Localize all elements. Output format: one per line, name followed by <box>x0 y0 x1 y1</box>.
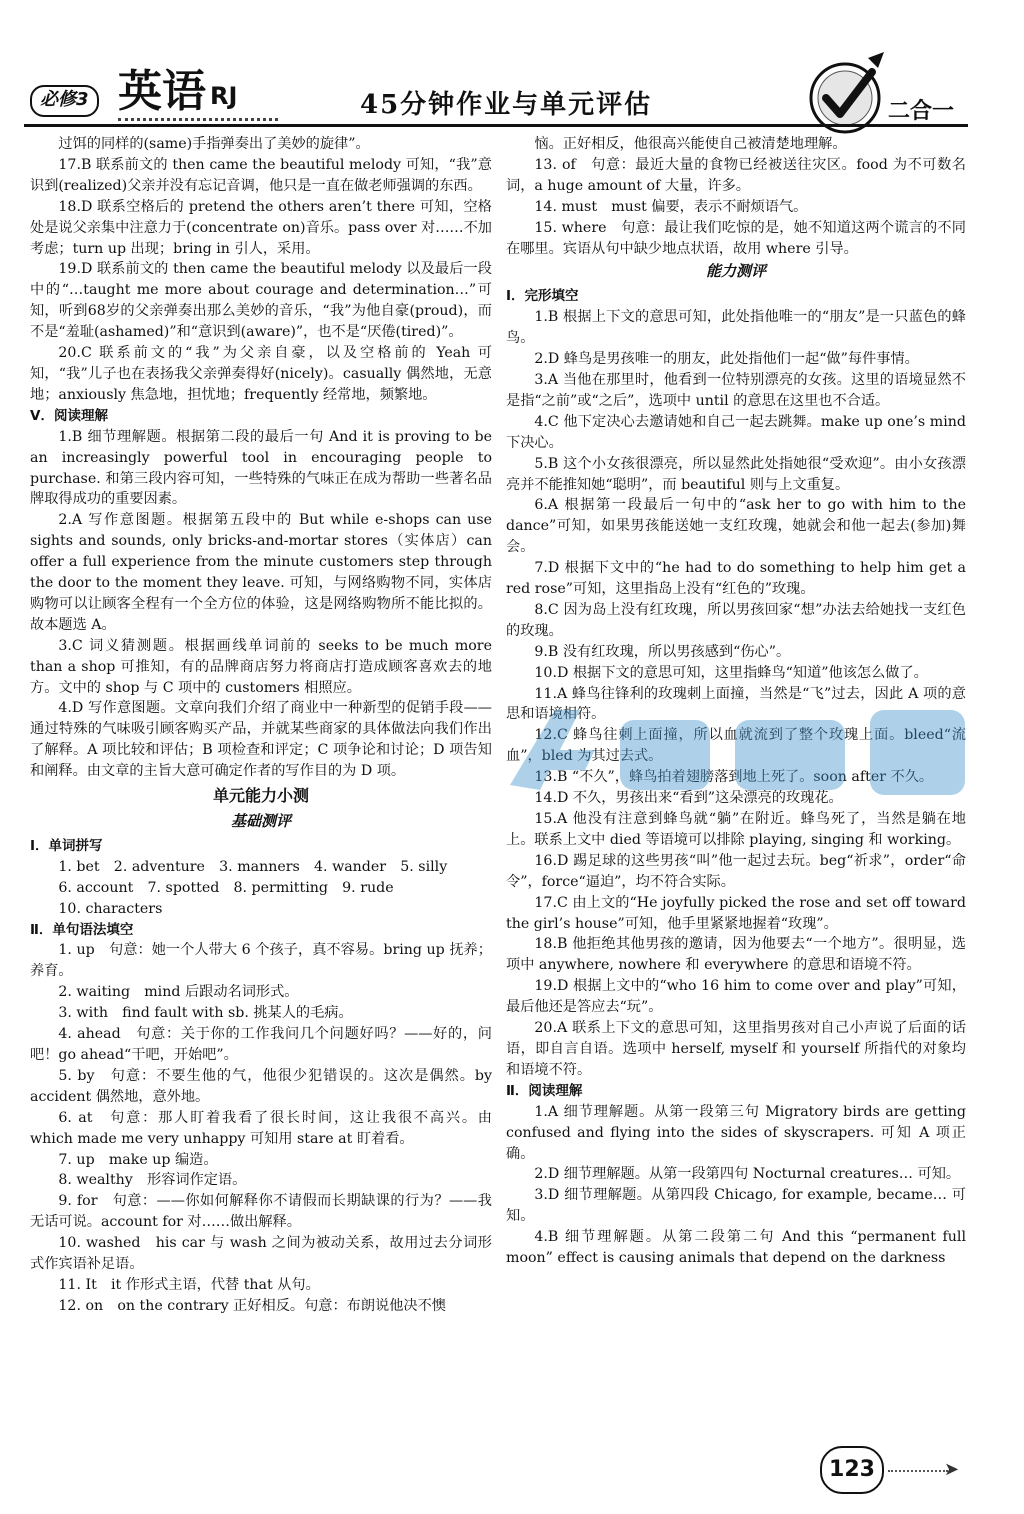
left-paragraph: 6. account 7. spotted 8. permitting 9. rude <box>58 879 394 896</box>
right-paragraph: 2.D 细节理解题。从第一段第四句 Nocturnal creatures… 可知。 <box>534 1166 961 1183</box>
right-paragraph: 3.D 细节理解题。从第四段 Chicago, for example, became… 可知。 <box>506 1187 966 1225</box>
page-header <box>0 0 1024 130</box>
right-paragraph: 9.B 没有红玫瑰，所以男孩感到“伤心”。 <box>534 643 791 660</box>
left-paragraph: 2. waiting mind 后跟动名词形式。 <box>58 984 299 1001</box>
left-paragraph: 2.A 写作意图题。根据第五段中的 But while e-shops can use sights and sounds, only bricks-and-mortar stores（实体店）can offer a full experience from the minute customers step through the door to the moment they leave. 可知，与网络购物不同，实体店购物可以让顾客全程有一个全方位的体验，这是网络购物所不能比拟的。故本题选 A。 <box>30 512 492 633</box>
right-heading: Ⅱ．阅读理解 <box>506 1082 583 1099</box>
book-title: 45分钟作业与单元评估 <box>360 90 653 120</box>
left-paragraph: 20.C 联系前文的“我”为父亲自豪，以及空格前的 Yeah 可知，“我”儿子也在表扬我父亲弹奏得好(nicely)。casually 偶然地，无意地；anxiously 焦急地，担忧地；frequently 经常地，频繁地。 <box>30 345 492 403</box>
left-paragraph: 9. for 句意：——你如何解释你不请假而长期缺课的行为？——我无话可说。account for 对……做出解释。 <box>30 1193 492 1231</box>
right-paragraph: 18.B 他拒绝其他男孩的邀请，因为他要去“一个地方”。很明显，选项中 anywhere, nowhere 和 everywhere 的意思和语境不符。 <box>506 936 966 974</box>
left-paragraph: 4.D 写作意图题。文章向我们介绍了商业中一种新型的促销手段——通过特殊的气味吸引顾客购买产品，并就某些商家的具体做法向我们作出了解释。A 项比较和评估；B 项检查和评定；C 项争论和讨论；D 项告知和阐释。由文章的主旨大意可确定作者的写作目的为 D 项。 <box>30 700 492 780</box>
right-paragraph: 3.A 当他在那里时，他看到一位特别漂亮的女孩。这里的语境显然不是指“之前”或“之后”，选项中 until 的意思在这里也不合适。 <box>506 371 966 409</box>
subject-title: 英语 <box>118 66 206 117</box>
right-column <box>506 134 966 1269</box>
left-paragraph: 10. washed his car 与 wash 之间为被动关系，故用过去分词形式作宾语补足语。 <box>30 1235 492 1273</box>
right-paragraph: 5.B 这个小女孩很漂亮，所以显然此处指她很“受欢迎”。由小女孩漂亮并不能推知她“聪明”，而 beautiful 则与上文重复。 <box>506 455 966 493</box>
volume-badge: 必修3 <box>30 85 99 117</box>
right-heading: 能力测评 <box>705 262 766 281</box>
left-paragraph: 3. with find fault with sb. 挑某人的毛病。 <box>58 1005 353 1022</box>
two-in-one-label: 二合一 <box>888 98 955 124</box>
right-paragraph: 4.C 他下定决心去邀请她和自己一起去跳舞。make up one’s mind 下决心。 <box>506 413 966 451</box>
right-paragraph: 6.A 根据第一段最后一句中的“ask her to go with him to the dance”可知，如果男孩能送她一支红玫瑰，她就会和他一起去(参加)舞会。 <box>506 497 966 556</box>
left-paragraph: 11. It it 作形式主语，代替 that 从句。 <box>58 1276 320 1293</box>
left-paragraph: 17.B 联系前文的 then came the beautiful melody 可知，“我”意识到(realized)父亲并没有忘记音调，他只是一直在做老师强调的东西。 <box>30 156 492 194</box>
left-paragraph: 1. bet 2. adventure 3. manners 4. wander 5. silly <box>58 858 448 875</box>
left-paragraph: 19.D 联系前文的 then came the beautiful melody 以及最后一段中的“…taught me more about courage and determination…”可知，听到68岁的父亲弹奏出那么美妙的音乐，“我”为他自豪(proud)，而不是“羞耻(ashamed)”和“意识到(aware)”，也不是“厌倦(tired)”。 <box>30 261 492 341</box>
page-arrow-line <box>888 1470 948 1472</box>
right-paragraph: 15. where 句意：最让我们吃惊的是，她不知道这两个谎言的不同在哪里。宾语从句中缺少地点状语，故用 where 引导。 <box>506 219 966 257</box>
left-paragraph: 18.D 联系空格后的 pretend the others aren’t there 可知，空格处是说父亲集中注意力于(concentrate on)音乐。pass over 对……不加考虑；turn up 出现；bring in 引人，采用。 <box>30 198 492 257</box>
left-paragraph: 1.B 细节理解题。根据第二段的最后一句 And it is proving to be an increasingly powerful tool in encouraging people to purchase. 和第三段内容可知，一些特殊的气味正在成为帮助一些著名品牌取得成功的重要因素。 <box>30 428 492 508</box>
right-paragraph: 14.D 不久，男孩出来“看到”这朵漂亮的玫瑰花。 <box>534 790 843 807</box>
right-paragraph: 2.D 蜂鸟是男孩唯一的朋友，此处指他们一起“做”每件事情。 <box>534 351 919 368</box>
left-heading: Ⅰ．单词拼写 <box>30 837 103 854</box>
left-paragraph: 3.C 词义猜测题。根据画线单词前的 seeks to be much more than a shop 可推知，有的品牌商店努力将商店打造成顾客喜欢去的地方。文中的 shop 与 C 项中的 customers 相照应。 <box>30 637 492 696</box>
right-paragraph: 17.C 由上文的“He joyfully picked the rose and set off toward the girl’s house”可知，他手里紧紧地握着“玫瑰”。 <box>506 894 966 932</box>
arrow-right-icon: ➤ <box>944 1459 960 1480</box>
left-paragraph: 过饵的同样的(same)手指弹奏出了美妙的旋律”。 <box>58 136 370 152</box>
left-heading: 基础测评 <box>230 812 291 830</box>
left-heading: Ⅱ．单句语法填空 <box>30 921 134 938</box>
left-paragraph: 12. on on the contrary 正好相反。句意：布朗说他决不懊 <box>58 1297 446 1314</box>
left-heading: Ⅴ．阅读理解 <box>30 407 108 424</box>
right-paragraph: 12.C 蜂鸟往刺上面撞，所以血就流到了整个玫瑰上面。bleed“流血”，bled 为其过去式。 <box>506 727 966 765</box>
left-paragraph: 6. at 句意：那人盯着我看了很长时间，这让我很不高兴。由 which made me very unhappy 可知用 stare at 盯着看。 <box>30 1109 492 1147</box>
left-heading: 单元能力小测 <box>212 786 309 806</box>
right-paragraph: 1.A 细节理解题。从第一段第三句 Migratory birds are getting confused and flying into the sides of skyscrapers. 可知 A 项正确。 <box>506 1103 966 1162</box>
right-paragraph: 19.D 根据上文中的“who 16 him to come over and play”可知，最后他还是答应去“玩”。 <box>506 978 966 1016</box>
left-column <box>30 134 492 1317</box>
right-paragraph: 16.D 踢足球的这些男孩“叫”他一起过去玩。beg“祈求”，order“命令”，force“逼迫”，均不符合实际。 <box>506 852 966 890</box>
right-paragraph: 13.B “不久”，蜂鸟拍着翅膀落到地上死了。soon after 不久。 <box>534 769 934 786</box>
right-paragraph: 1.B 根据上下文的意思可知，此处指他唯一的“朋友”是一只蓝色的蜂鸟。 <box>506 309 966 347</box>
left-paragraph: 4. ahead 句意：关于你的工作我问几个问题好吗？——好的，问吧！go ahead“干吧，开始吧”。 <box>30 1026 492 1063</box>
left-paragraph: 8. wealthy 形容词作定语。 <box>58 1172 247 1189</box>
left-paragraph: 10. characters <box>58 900 163 917</box>
right-paragraph: 11.A 蜂鸟往锋利的玫瑰刺上面撞，当然是“飞”过去，因此 A 项的意思和语境相符。 <box>506 685 966 723</box>
right-paragraph: 恼。正好相反，他很高兴能使自己被清楚地理解。 <box>534 136 847 152</box>
right-paragraph: 13. of 句意：最近大量的食物已经被送往灾区。food 为不可数名词，a huge amount of 大量，许多。 <box>506 156 966 194</box>
edition-label: RJ <box>210 82 238 110</box>
left-paragraph: 5. by 句意：不要生他的气，他很少犯错误的。这次是偶然。by accident 偶然地，意外地。 <box>30 1067 492 1105</box>
left-paragraph: 1. up 句意：她一个人带大 6 个孩子，真不容易。bring up 抚养；养育。 <box>30 942 492 980</box>
decorative-dots <box>118 118 278 121</box>
right-paragraph: 20.A 联系上下文的意思可知，这里指男孩对自己小声说了后面的话语，即自言自语。选项中 herself, myself 和 yourself 所指代的对象均和语境不符。 <box>506 1020 966 1078</box>
right-paragraph: 8.C 因为岛上没有红玫瑰，所以男孩回家“想”办法去给她找一支红色的玫瑰。 <box>506 601 966 639</box>
right-heading: Ⅰ．完形填空 <box>506 288 579 305</box>
right-paragraph: 7.D 根据下文中的“he had to do something to help him get a red rose”可知，这里指岛上没有“红色的”玫瑰。 <box>506 560 966 598</box>
right-paragraph: 4.B 细节理解题。从第二段第二句 And this “permanent full moon” effect is causing animals that depend on the darkness <box>506 1229 966 1267</box>
right-paragraph: 14. must must 偏要，表示不耐烦语气。 <box>534 198 808 215</box>
right-paragraph: 15.A 他没有注意到蜂鸟就“躺”在附近。蜂鸟死了，当然是躺在地上。联系上文中 died 等语境可以排除 playing, singing 和 working。 <box>506 811 966 848</box>
page-number: 123 <box>820 1446 884 1494</box>
left-paragraph: 7. up make up 编造。 <box>58 1151 218 1168</box>
header-rule <box>24 124 968 127</box>
right-paragraph: 10.D 根据下文的意思可知，这里指蜂鸟“知道”他该怎么做了。 <box>534 664 928 681</box>
